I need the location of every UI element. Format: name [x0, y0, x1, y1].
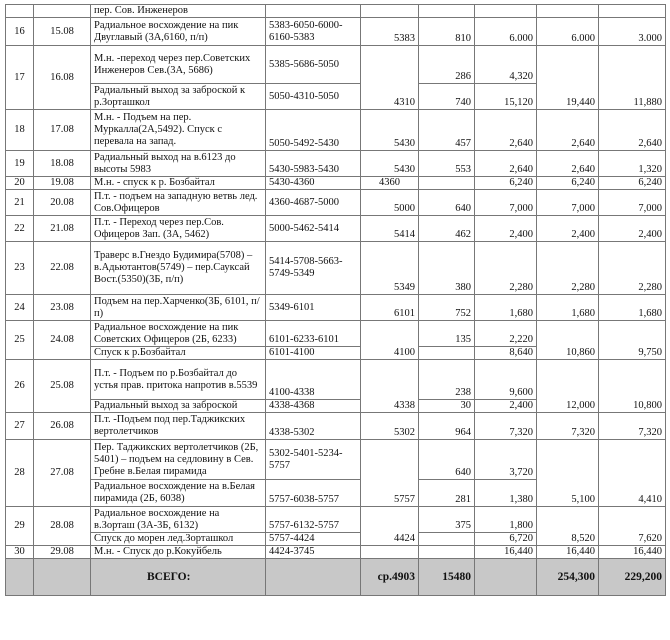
route-cell: М.н. - Спуск до р.Кокуйбель	[91, 546, 266, 559]
height-cell: 5000	[361, 190, 419, 216]
height-cell: 5349	[361, 242, 419, 295]
table-row	[6, 295, 666, 321]
track-cell: 4338-4368	[266, 400, 361, 413]
day-total-cell: 19,440	[537, 46, 599, 110]
date-cell: 16.08	[34, 46, 91, 110]
height-cell: 4338	[361, 360, 419, 413]
route-cell: Радиальный выход на в.6123 до высоты 5983	[91, 151, 266, 177]
height-cell: 5414	[361, 216, 419, 242]
height-cell: 4424	[361, 507, 419, 546]
route-cell: Радиальное восхождение на пик Советских Офицеров (2Б, 6233)	[91, 321, 266, 347]
height-cell: 5430	[361, 151, 419, 177]
route-cell: М.н. -переход через пер.Советских Инженеров Сев.(3А, 5686)	[91, 46, 266, 84]
adjusted-cell: 4,410	[599, 440, 666, 507]
route-cell: Спуск к р.Бозбайтал	[91, 347, 266, 360]
track-cell: 4424-3745	[266, 546, 361, 559]
date-cell: 26.08	[34, 413, 91, 440]
total-row	[6, 559, 666, 596]
distance-cell: 16,440	[475, 546, 537, 559]
track-cell: 5430-5983-5430	[266, 151, 361, 177]
date-cell: 27.08	[34, 440, 91, 507]
height-cell: 5430	[361, 110, 419, 151]
day-number: 22	[6, 216, 34, 242]
table-row	[6, 110, 666, 151]
ascent-cell: 238	[419, 360, 475, 400]
adjusted-cell: 9,750	[599, 321, 666, 360]
ascent-cell: 740	[419, 84, 475, 110]
ascent-cell: 810	[419, 18, 475, 46]
day-total-cell: 12,000	[537, 360, 599, 413]
height-cell: 5383	[361, 18, 419, 46]
route-cell: П.т. - Переход через пер.Сов. Офицеров Зап. (3А, 5462)	[91, 216, 266, 242]
total-ascent: 15480	[419, 559, 475, 596]
distance-cell: 8,640	[475, 347, 537, 360]
ascent-cell: 380	[419, 242, 475, 295]
track-cell: 5050-4310-5050	[266, 84, 361, 110]
adjusted-cell: 2,400	[599, 216, 666, 242]
day-number: 20	[6, 177, 34, 190]
day-number: 24	[6, 295, 34, 321]
track-cell: 6101-6233-6101	[266, 321, 361, 347]
day-number: 25	[6, 321, 34, 360]
table-row	[6, 190, 666, 216]
date-cell: 23.08	[34, 295, 91, 321]
adjusted-cell: 11,880	[599, 46, 666, 110]
height-cell: 4360	[361, 177, 419, 190]
table-row	[6, 216, 666, 242]
distance-cell: 4,320	[475, 46, 537, 84]
adjusted-cell: 7,320	[599, 413, 666, 440]
track-cell: 5430-4360	[266, 177, 361, 190]
height-cell: 5757	[361, 440, 419, 507]
track-cell: 5302-5401-5234-5757	[266, 440, 361, 480]
distance-cell: 9,600	[475, 360, 537, 400]
day-total-cell: 16,440	[537, 546, 599, 559]
day-total-cell: 6,240	[537, 177, 599, 190]
date-cell: 28.08	[34, 507, 91, 546]
ascent-cell: 553	[419, 151, 475, 177]
adjusted-cell: 2,640	[599, 110, 666, 151]
track-cell: 5050-5492-5430	[266, 110, 361, 151]
table-row	[6, 242, 666, 295]
day-total-cell: 8,520	[537, 507, 599, 546]
adjusted-cell: 10,800	[599, 360, 666, 413]
day-total-cell: 7,000	[537, 190, 599, 216]
distance-cell: 2,400	[475, 216, 537, 242]
height-cell: 5302	[361, 413, 419, 440]
distance-cell: 3,720	[475, 440, 537, 480]
ascent-cell: 964	[419, 413, 475, 440]
day-total-cell: 1,680	[537, 295, 599, 321]
ascent-cell: 286	[419, 46, 475, 84]
distance-cell: 6.000	[475, 18, 537, 46]
day-number: 23	[6, 242, 34, 295]
track-cell: 5757-6038-5757	[266, 480, 361, 507]
day-total-cell: 2,640	[537, 110, 599, 151]
distance-cell: 2,280	[475, 242, 537, 295]
table-row	[6, 5, 666, 18]
track-cell: 4100-4338	[266, 360, 361, 400]
height-cell: 4310	[361, 46, 419, 110]
route-cell: Радиальный выход за заброской к р.Зорташкол	[91, 84, 266, 110]
date-cell: 21.08	[34, 216, 91, 242]
total-adjusted: 229,200	[599, 559, 666, 596]
date-cell: 24.08	[34, 321, 91, 360]
height-cell: 6101	[361, 295, 419, 321]
track-cell: 5757-4424	[266, 533, 361, 546]
date-cell: 22.08	[34, 242, 91, 295]
date-cell: 17.08	[34, 110, 91, 151]
date-cell: 29.08	[34, 546, 91, 559]
day-number: 26	[6, 360, 34, 413]
table-row	[6, 321, 666, 347]
route-cell: М.н. - Подъем на пер. Муркалла(2А,5492). Спуск с перевала на запад.	[91, 110, 266, 151]
day-total-cell: 6.000	[537, 18, 599, 46]
route-cell: Радиальный выход за заброской	[91, 400, 266, 413]
adjusted-cell: 7,000	[599, 190, 666, 216]
ascent-cell: 281	[419, 480, 475, 507]
table-row	[6, 177, 666, 190]
distance-cell: 15,120	[475, 84, 537, 110]
route-cell: Траверс в.Гнездо Будимира(5708) – в.Адьютантов(5749) – пер.Сауксай Вост.(5350)(3Б, п/п)	[91, 242, 266, 295]
height-cell: 4100	[361, 321, 419, 360]
track-cell: 6101-4100	[266, 347, 361, 360]
route-cell: Радиальное восхождение на пик Двуглавый (3А,6160, п/п)	[91, 18, 266, 46]
adjusted-cell: 1,680	[599, 295, 666, 321]
track-cell: 5757-6132-5757	[266, 507, 361, 533]
total-label: ВСЕГО:	[91, 559, 266, 596]
distance-cell: 1,680	[475, 295, 537, 321]
ascent-cell: 752	[419, 295, 475, 321]
itinerary-table	[5, 4, 666, 596]
route-cell: Радиальное восхождение на в.Зорташ (3А-3Б, 6132)	[91, 507, 266, 533]
route-cell: Пер. Таджикских вертолетчиков (2Б, 5401) – подъем на седловину в Сев. Гребне в.Белая пирамида	[91, 440, 266, 480]
adjusted-cell: 1,320	[599, 151, 666, 177]
ascent-cell: 640	[419, 190, 475, 216]
day-number: 19	[6, 151, 34, 177]
distance-cell: 7,000	[475, 190, 537, 216]
day-total-cell: 2,280	[537, 242, 599, 295]
adjusted-cell: 16,440	[599, 546, 666, 559]
day-number: 29	[6, 507, 34, 546]
route-cell: Подъем на пер.Харченко(3Б, 6101, п/п)	[91, 295, 266, 321]
adjusted-cell: 6,240	[599, 177, 666, 190]
route-cell: П.т. - Подъем по р.Бозбайтал до устья прав. притока напротив в.5539	[91, 360, 266, 400]
track-cell: 5000-5462-5414	[266, 216, 361, 242]
track-cell: 5383-6050-6000-6160-5383	[266, 18, 361, 46]
ascent-cell: 640	[419, 440, 475, 480]
table-row	[6, 413, 666, 440]
table-row	[6, 507, 666, 533]
distance-cell: 6,720	[475, 533, 537, 546]
table-row	[6, 151, 666, 177]
distance-cell: 2,220	[475, 321, 537, 347]
route-cell: Спуск до морен лед.Зорташкол	[91, 533, 266, 546]
route-cell: П.т. - подъем на западную ветвь лед. Сов.Офицеров	[91, 190, 266, 216]
route-cell: П.т. -Подъем под пер.Таджикских вертолетчиков	[91, 413, 266, 440]
track-cell: 5385-5686-5050	[266, 46, 361, 84]
ascent-cell: 375	[419, 507, 475, 533]
date-cell: 19.08	[34, 177, 91, 190]
distance-cell: 2,400	[475, 400, 537, 413]
track-cell: 5414-5708-5663-5749-5349	[266, 242, 361, 295]
table-row	[6, 360, 666, 400]
day-number: 28	[6, 440, 34, 507]
table-row	[6, 46, 666, 84]
date-cell: 15.08	[34, 18, 91, 46]
day-number: 17	[6, 46, 34, 110]
track-cell: 4360-4687-5000	[266, 190, 361, 216]
day-total-cell: 10,860	[537, 321, 599, 360]
adjusted-cell: 7,620	[599, 507, 666, 546]
distance-cell: 1,800	[475, 507, 537, 533]
day-number: 27	[6, 413, 34, 440]
route-cell: пер. Сов. Инженеров	[91, 5, 266, 18]
table-row	[6, 440, 666, 480]
adjusted-cell: 2,280	[599, 242, 666, 295]
ascent-cell: 457	[419, 110, 475, 151]
total-height: ср.4903	[361, 559, 419, 596]
day-total-cell: 2,400	[537, 216, 599, 242]
distance-cell: 2,640	[475, 110, 537, 151]
adjusted-cell: 3.000	[599, 18, 666, 46]
track-cell: 5349-6101	[266, 295, 361, 321]
distance-cell: 2,640	[475, 151, 537, 177]
date-cell: 18.08	[34, 151, 91, 177]
ascent-cell: 30	[419, 400, 475, 413]
date-cell: 25.08	[34, 360, 91, 413]
ascent-cell: 462	[419, 216, 475, 242]
distance-cell: 7,320	[475, 413, 537, 440]
date-cell: 20.08	[34, 190, 91, 216]
total-day: 254,300	[537, 559, 599, 596]
ascent-cell: 135	[419, 321, 475, 347]
route-cell: Радиальное восхождение на в.Белая пирамида (2Б, 6038)	[91, 480, 266, 507]
table-row	[6, 546, 666, 559]
day-total-cell: 5,100	[537, 440, 599, 507]
day-total-cell: 7,320	[537, 413, 599, 440]
table-row	[6, 18, 666, 46]
track-cell: 4338-5302	[266, 413, 361, 440]
distance-cell: 6,240	[475, 177, 537, 190]
route-cell: М.н. - спуск к р. Бозбайтал	[91, 177, 266, 190]
day-total-cell: 2,640	[537, 151, 599, 177]
day-number: 18	[6, 110, 34, 151]
distance-cell: 1,380	[475, 480, 537, 507]
day-number: 30	[6, 546, 34, 559]
day-number: 21	[6, 190, 34, 216]
day-number: 16	[6, 18, 34, 46]
